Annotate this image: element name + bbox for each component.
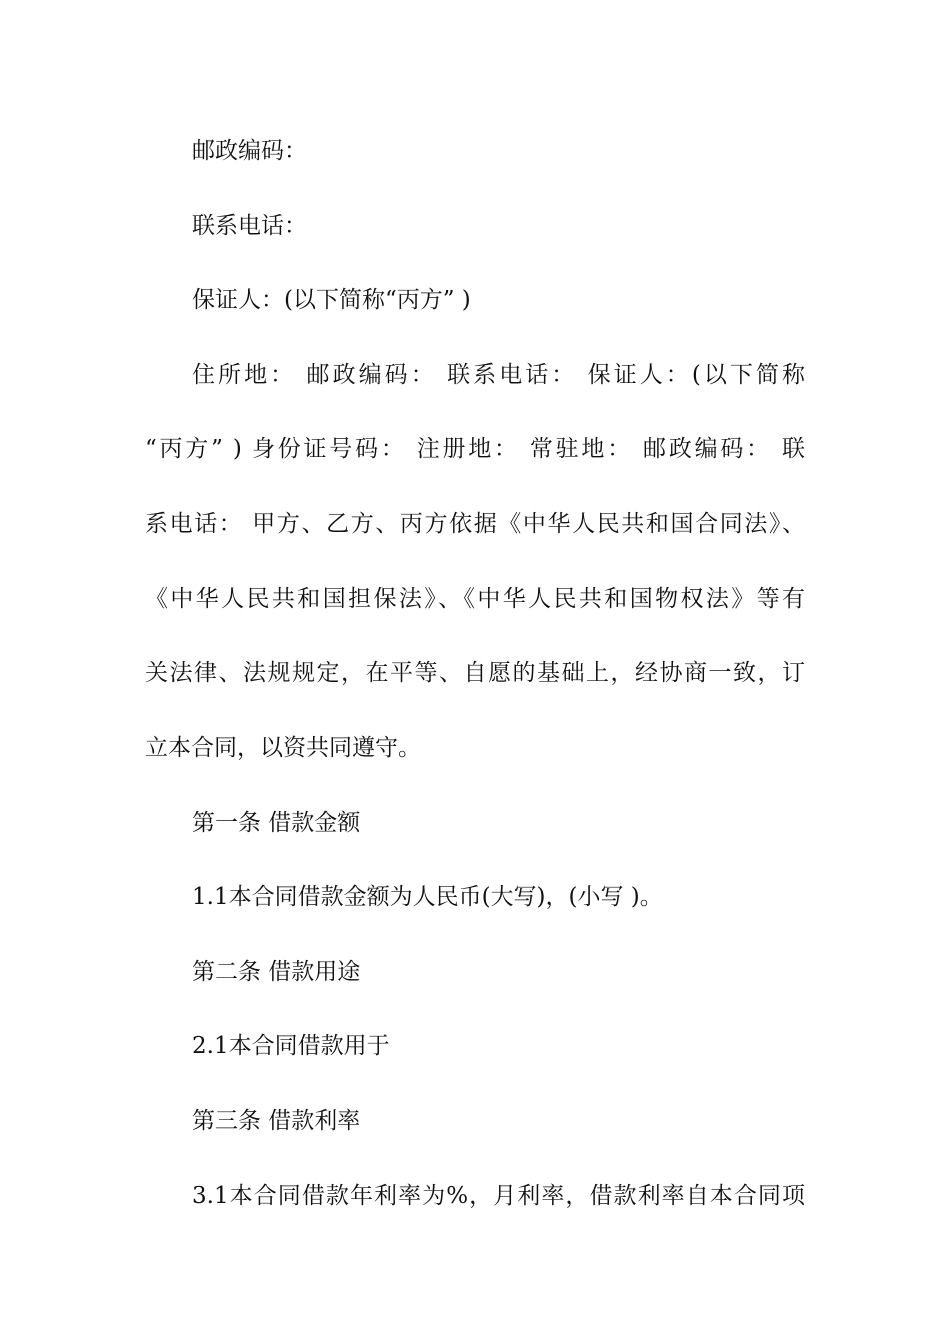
article-heading: 第二条 借款用途 bbox=[192, 959, 361, 985]
article-clause: 3.1本合同借款年利率为%，月利率，借款利率自本合同项 bbox=[192, 1183, 805, 1209]
paragraph-line: 《中华人民共和国担保法》、《中华人民共和国物权法》等有 bbox=[145, 586, 805, 612]
article-heading: 第一条 借款金额 bbox=[192, 810, 361, 836]
paragraph-line: “丙方” ) 身份证号码： 注册地： 常驻地： 邮政编码： 联 bbox=[145, 436, 805, 462]
postal-code-label: 邮政编码： bbox=[192, 138, 307, 164]
guarantor-label: 保证人：(以下简称“丙方” ) bbox=[192, 287, 471, 313]
article-heading: 第三条 借款利率 bbox=[192, 1108, 361, 1134]
paragraph-line: 关法律、法规规定，在平等、自愿的基础上，经协商一致，订 bbox=[145, 660, 805, 686]
phone-label: 联系电话： bbox=[192, 213, 307, 239]
paragraph-line: 住所地： 邮政编码： 联系电话： 保证人：(以下简称 bbox=[192, 362, 805, 388]
paragraph-line: 系电话： 甲方、乙方、丙方依据《中华人民共和国合同法》、 bbox=[145, 511, 805, 537]
article-clause: 2.1本合同借款用于 bbox=[192, 1033, 390, 1059]
article-clause: 1.1本合同借款金额为人民币(大写)，(小写 )。 bbox=[192, 884, 663, 910]
paragraph-line: 立本合同，以资共同遵守。 bbox=[145, 735, 421, 761]
